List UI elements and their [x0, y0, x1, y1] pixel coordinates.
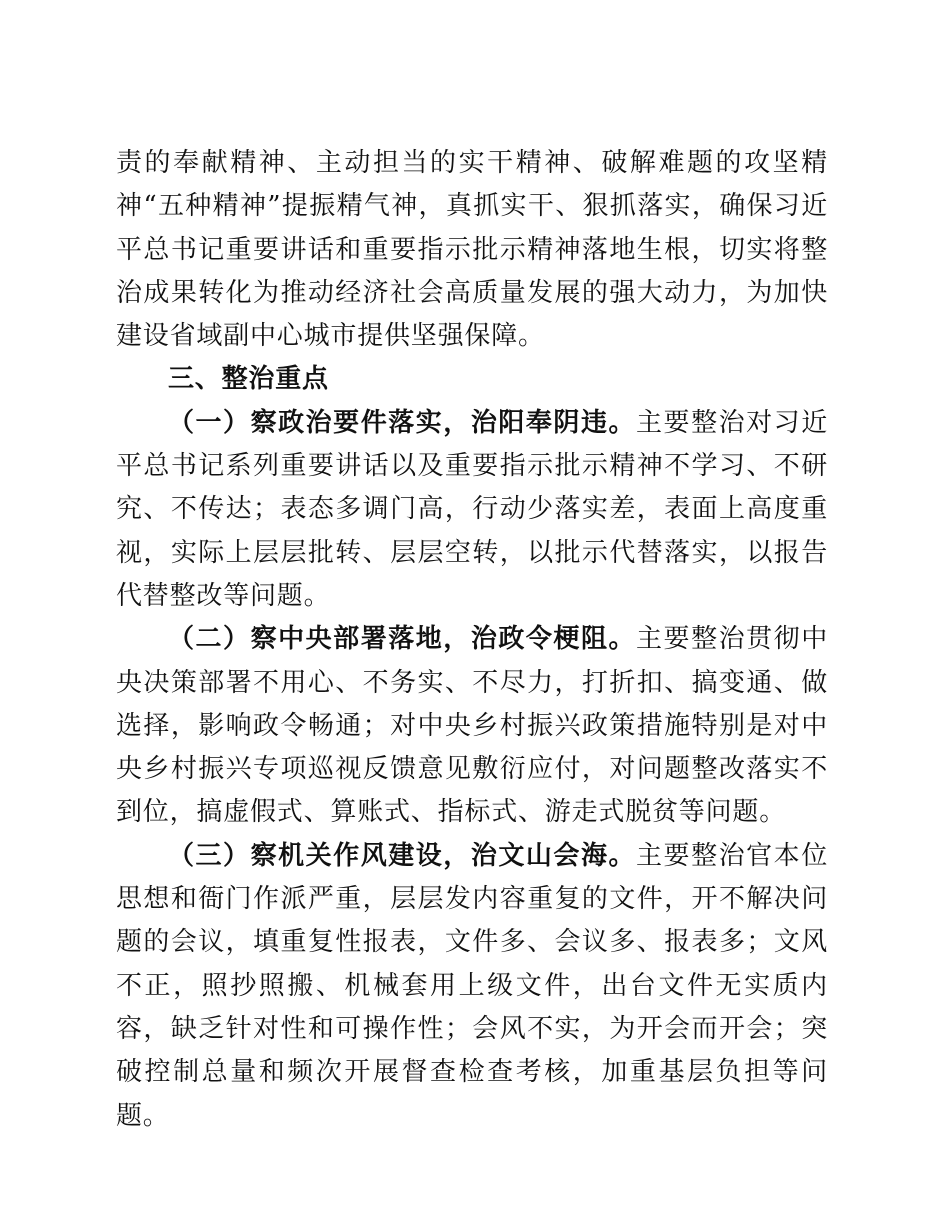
item-paragraph-1: [116, 402, 828, 618]
item-lead-1: （一）察政治要件落实，治阳奉阴违。: [168, 407, 637, 438]
item-body-2: 主要整治贯彻中央决策部署不用心、不务实、不尽力，打折扣、搞变通、做选择，影响政令畅通；对中央乡村振兴政策措施特别是对中央乡村振兴专项巡视反馈意见敷衍应付，对问题整改落实不到位，搞虚假式、算账式、指标式、游走式脱贫等问题。: [116, 624, 828, 828]
item-lead-2: （二）察中央部署落地，治政令梗阻。: [168, 624, 637, 655]
item-body-1: 主要整治对习近平总书记系列重要讲话以及重要指示批示精神不学习、不研究、不传达；表态多调门高，行动少落实差，表面上高度重视，实际上层层批转、层层空转，以批示代替落实，以报告代替整改等问题。: [116, 407, 828, 611]
item-paragraph-2: [116, 618, 828, 834]
section-heading: 三、整治重点: [168, 364, 329, 395]
paragraph-continuation: 责的奉献精神、主动担当的实干精神、破解难题的攻坚精神“五种精神”提振精气神，真抓实干、狠抓落实，确保习近平总书记重要讲话和重要指示批示精神落地生根，切实将整治成果转化为推动经济社会高质量发展的强大动力，为加快建设省域副中心城市提供坚强保障。: [116, 148, 828, 352]
item-lead-3: （三）察机关作风建设，治文山会海。: [168, 840, 637, 871]
item-body-3: 主要整治官本位思想和衙门作派严重，层层发内容重复的文件，开不解决问题的会议，填重复性报表，文件多、会议多、报表多；文风不正，照抄照搬、机械套用上级文件，出台文件无实质内容，缺乏针对性和可操作性；会风不实，为开会而开会；突破控制总量和频次开展督查检查考核，加重基层负担等问题。: [116, 840, 828, 1131]
document-body: [116, 142, 828, 1138]
item-paragraph-3: [116, 835, 828, 1138]
